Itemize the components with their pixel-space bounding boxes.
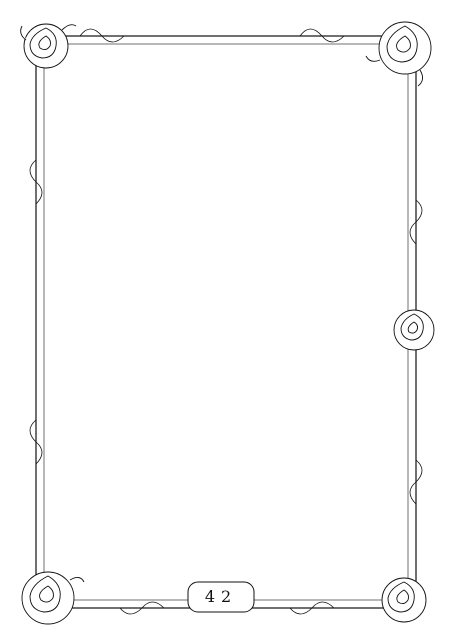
rose-flower-icon-bottom-left — [22, 572, 84, 624]
novel-body-text — [68, 62, 383, 562]
page-number-label: 42 — [204, 587, 238, 606]
rose-flower-icon-right — [394, 310, 434, 350]
rose-flower-icon-bottom-right — [382, 578, 426, 622]
page-number — [188, 582, 254, 612]
